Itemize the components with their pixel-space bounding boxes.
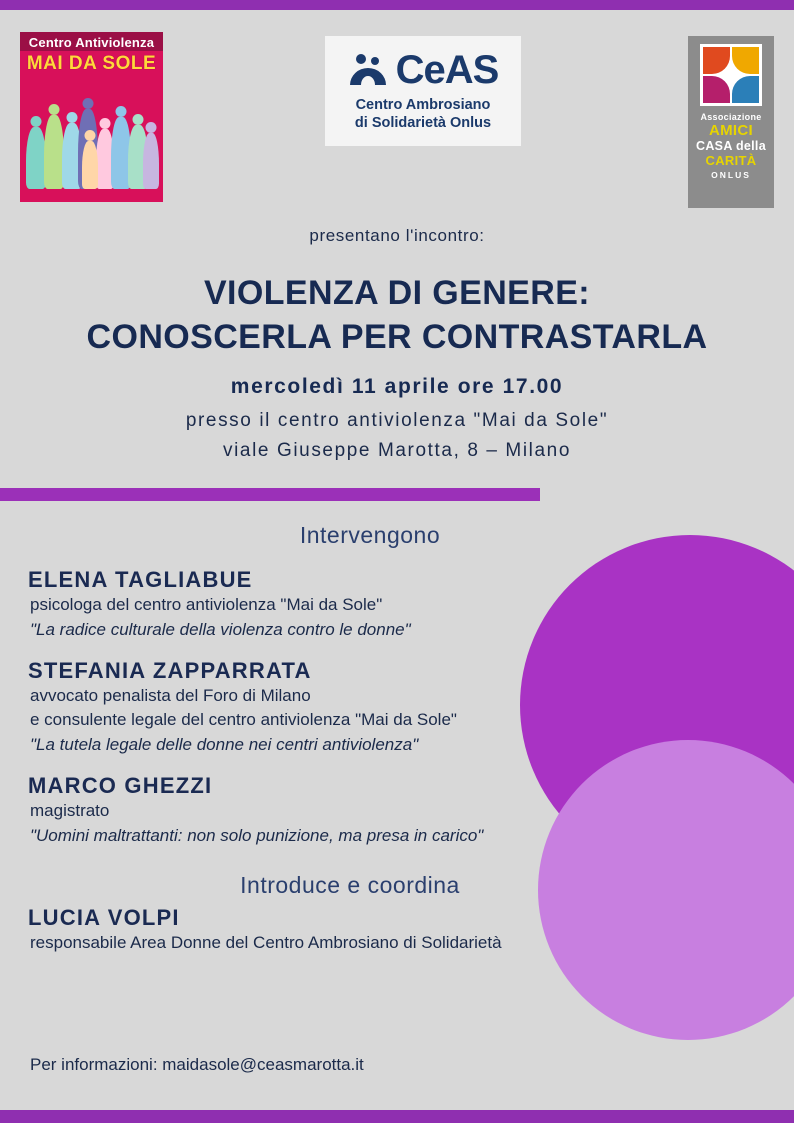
logo-ceas: [325, 36, 521, 146]
logo-mai-da-sole: [20, 32, 163, 202]
event-datetime: mercoledì 11 aprile ore 17.00: [230, 375, 564, 398]
title-line-1: VIOLENZA DI GENERE:: [203, 274, 591, 312]
top-accent-bar: [0, 0, 794, 10]
acc-line4: CARITÀ: [705, 153, 757, 168]
contact-info: Per informazioni: maidasole@ceasmarotta.it: [30, 1055, 364, 1074]
ceas-arch-icon: [348, 53, 388, 87]
speaker-role: magistrato: [30, 800, 110, 820]
moderator-item: [28, 905, 794, 956]
page-title: [0, 272, 794, 359]
acc-line3: CASA della: [696, 139, 766, 153]
speaker-name: STEFANIA ZAPPARRATA: [28, 657, 312, 683]
presentano-label: presentano l'incontro:: [309, 226, 485, 245]
speakers-section: [0, 522, 794, 955]
logo-mds-name: MAI DA SOLE: [26, 53, 157, 74]
moderator-name: LUCIA VOLPI: [28, 904, 180, 930]
ceas-line2: di Solidarietà Onlus: [354, 115, 492, 131]
logo-mds-top-label: Centro Antiviolenza: [20, 32, 163, 51]
ceas-line1: Centro Ambrosiano: [355, 96, 491, 113]
acc-line2: AMICI: [709, 122, 753, 139]
section-heading-introduce: Introduce e coordina: [240, 871, 460, 898]
speaker-talk-title: "La radice culturale della violenza contro le donne": [30, 619, 411, 639]
title-line-2: CONOSCERLA PER CONTRASTARLA: [86, 317, 708, 356]
speaker-talk-title: "Uomini maltrattanti: non solo punizione, ma presa in carico": [30, 825, 484, 845]
speaker-name: ELENA TAGLIABUE: [28, 567, 253, 592]
women-silhouettes-icon: [20, 81, 163, 189]
ceas-acronym: CeAS: [395, 47, 499, 92]
speaker-role: psicologa del centro antiviolenza "Mai da Sole": [30, 595, 383, 614]
speaker-item: [28, 567, 794, 640]
speaker-item: [28, 773, 794, 846]
event-venue: presso il centro antiviolenza "Mai da Sole": [185, 410, 609, 431]
section-heading-intervengono: Intervengono: [299, 522, 441, 548]
acc-puzzle-icon: [700, 44, 762, 106]
moderator-role: responsabile Area Donne del Centro Ambrosiano di Solidarietà: [30, 932, 502, 952]
acc-line5: ONLUS: [711, 170, 751, 180]
event-address: viale Giuseppe Marotta, 8 – Milano: [223, 440, 571, 461]
mid-accent-bar: [0, 488, 540, 501]
speaker-item: [28, 658, 794, 755]
speaker-role-line-2: e consulente legale del centro antiviolenza "Mai da Sole": [30, 710, 457, 730]
speaker-talk-title: "La tutela legale delle donne nei centri antiviolenza": [30, 734, 419, 754]
speaker-name: MARCO GHEZZI: [28, 772, 213, 798]
speaker-role-line-1: avvocato penalista del Foro di Milano: [30, 685, 311, 705]
bottom-accent-bar: [0, 1110, 794, 1123]
logo-amici-casa-della-carita: [688, 36, 774, 208]
acc-line1: Associazione: [700, 112, 762, 122]
